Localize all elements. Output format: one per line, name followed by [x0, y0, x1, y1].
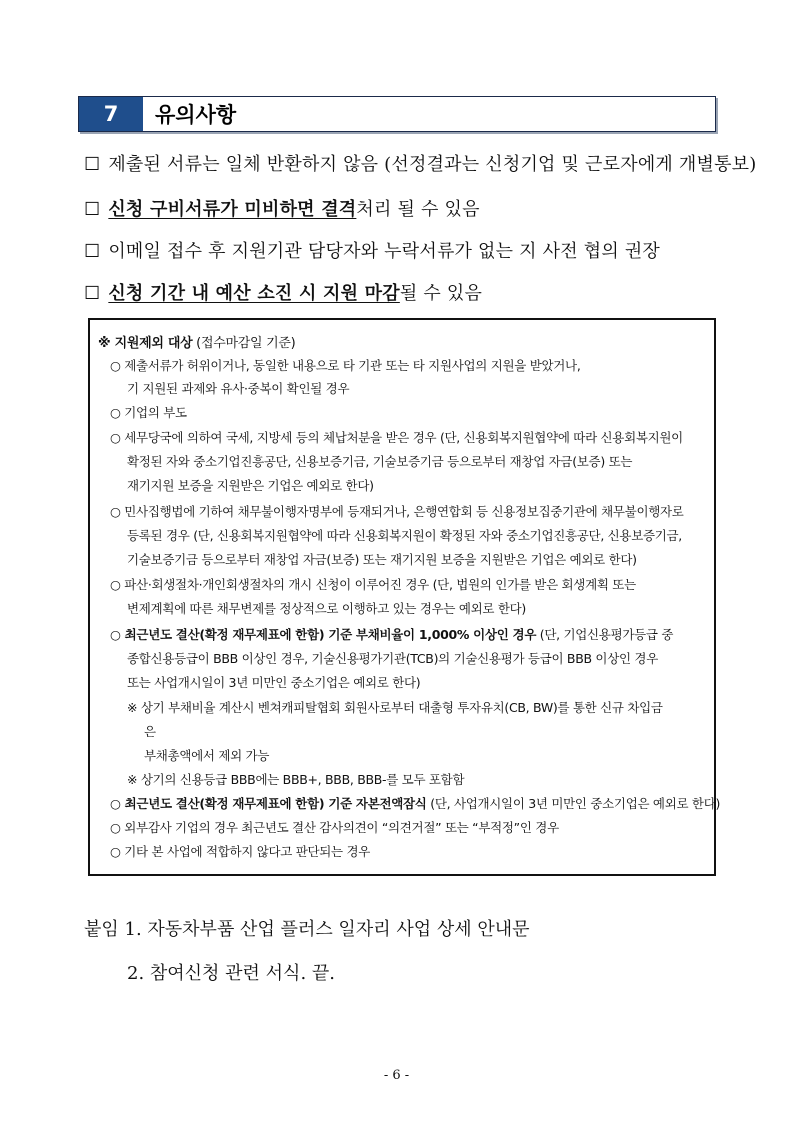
notice-line: 기 지원된 과제와 유사·중복이 확인될 경우: [127, 381, 350, 396]
attachment-line-2: 2. 참여신청 관련 서식. 끝.: [127, 963, 335, 984]
notice-line: ※ 상기의 신용등급 BBB에는 BBB+, BBB, BBB-를 모두 포함함: [127, 772, 465, 787]
notice-line: ○ 외부감사 기업의 경우 최근년도 결산 감사의견이 “의견거절” 또는 “부적정”인 경우: [110, 820, 559, 835]
notice-line: ○ 파산·회생절차·개인회생절차의 개시 신청이 이루어진 경우 (단, 법원의 인가를 받은 회생계획 또는: [110, 577, 636, 592]
bullet-item: [84, 279, 482, 305]
notice-line: 기술보증기금 등으로부터 재창업 자금(보증) 또는 재기지원 보증을 지원받은 기업은 예외로 한다): [127, 552, 637, 567]
notice-heading: ※ 지원제외 대상 (접수마감일 기준): [98, 336, 296, 351]
notice-line: ○ 세무당국에 의하여 국세, 지방세 등의 체납처분을 받은 경우 (단, 신용회복지원협약에 따라 신용회복지원이: [110, 430, 683, 445]
notice-line: ○ 최근년도 결산(확정 재무제표에 한함) 기준 부채비율이 1,000% 이상인 경우 (단, 기업신용평가등급 중: [110, 627, 674, 642]
notice-line: 은: [144, 724, 156, 739]
page-number: - 6 -: [383, 1068, 410, 1083]
section-header: [78, 96, 716, 132]
checkbox-icon: ☐: [84, 283, 101, 304]
bullet-item: [84, 237, 660, 263]
checkbox-icon: ☐: [84, 241, 101, 262]
notice-line: ○ 제출서류가 허위이거나, 동일한 내용으로 타 기관 또는 타 지원사업의 지원을 받았거나,: [110, 358, 581, 373]
notice-line: 확정된 자와 중소기업진흥공단, 신용보증기금, 기술보증기금 등으로부터 재창업 자금(보증) 또는: [127, 454, 633, 469]
notice-line: 등록된 경우 (단, 신용회복지원협약에 따라 신용회복지원이 확정된 자와 중소기업진흥공단, 신용보증기금,: [127, 528, 682, 543]
bullet-text-tail: 처리 될 수 있음: [356, 199, 480, 220]
notice-line: ○ 기업의 부도: [110, 405, 187, 420]
bullet-text: 이메일 접수 후 지원기관 담당자와 누락서류가 없는 지 사전 협의 권장: [108, 241, 661, 262]
notice-line: ○ 민사집행법에 기하여 채무불이행자명부에 등재되거나, 은행연합회 등 신용정보집중기관에 채무불이행자로: [110, 504, 684, 519]
notice-line: 또는 사업개시일이 3년 미만인 중소기업은 예외로 한다): [127, 675, 421, 690]
section-title: 유의사항: [143, 97, 715, 131]
bullet-emphasis: 신청 구비서류가 미비하면 결격: [108, 199, 357, 220]
notice-line: ○ 기타 본 사업에 적합하지 않다고 판단되는 경우: [110, 844, 371, 859]
exclusion-notice-box: [88, 318, 721, 876]
notice-line: 종합신용등급이 BBB 이상인 경우, 기술신용평가기관(TCB)의 기술신용평가 등급이 BBB 이상인 경우: [127, 651, 658, 666]
bullet-item: [84, 195, 480, 221]
notice-line: 재기지원 보증을 지원받은 기업은 예외로 한다): [127, 478, 374, 493]
attachment-line-1: 붙임 1. 자동차부품 산업 플러스 일자리 사업 상세 안내문: [84, 919, 530, 940]
checkbox-icon: ☐: [84, 199, 101, 220]
notice-line: 부채총액에서 제외 가능: [144, 748, 270, 763]
section-number: 7: [79, 97, 143, 131]
bullet-item: [84, 150, 756, 176]
notice-line: 변제계획에 따른 채무변제를 정상적으로 이행하고 있는 경우는 예외로 한다): [127, 601, 526, 616]
notice-line: ※ 상기 부채비율 계산시 벤쳐캐피탈협회 회원사로부터 대출형 투자유치(CB, BW)를 통한 신규 차입금: [127, 700, 663, 715]
checkbox-icon: ☐: [84, 154, 101, 175]
notice-line: ○ 최근년도 결산(확정 재무제표에 한함) 기준 자본전액잠식 (단, 사업개시일이 3년 미만인 중소기업은 예외로 한다): [110, 796, 721, 811]
bullet-emphasis: 신청 기간 내 예산 소진 시 지원 마감: [108, 283, 400, 304]
bullet-text-tail: 될 수 있음: [399, 283, 483, 304]
bullet-text: 제출된 서류는 일체 반환하지 않음 (선정결과는 신청기업 및 근로자에게 개별통보): [108, 154, 757, 175]
